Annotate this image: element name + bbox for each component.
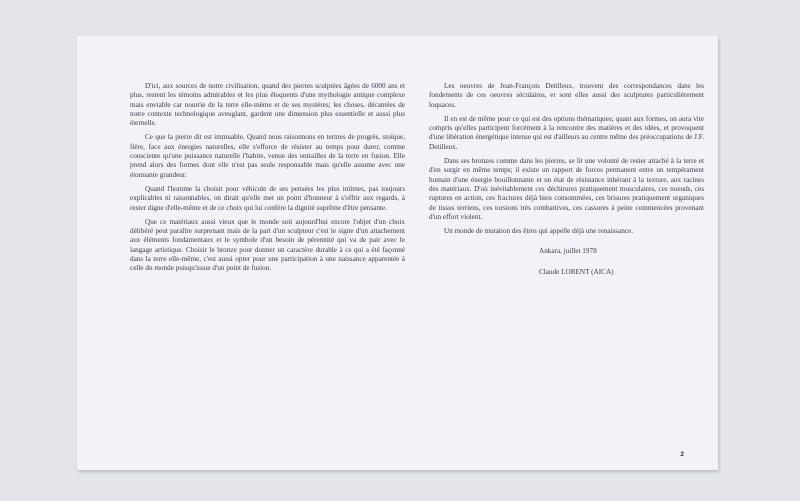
document-page (77, 36, 718, 470)
paragraph: Ce que la pierre dit est immuable. Quand nous raisonnons en termes de progrès, stoïque, fière, face aux énergies naturelles, elle s'efforce de résister au temps pour durer, comme consciente qu'une puissance naturelle l'habite, venue des entrailles de la terre en fusion. Elle prend alors des formes dont elle n'est pas seule responsable mais qu'elle assume avec une étonnante grandeur. (130, 133, 405, 179)
paragraph: Un monde de mutation des êtres qui appelle déjà une renaissance. (444, 227, 634, 236)
paragraph: Dans ses bronzes comme dans les pierres, se lit une volonté de rester attaché à la terre et d'en surgir en même temps; il existe un rapport de forces permanent entre un tempérament humain d'une énergie bouillonnante et un état de résistance inhérant à la texture, aux racines des matériaux. D'où inévitablement ces déchirures pratiquement musculaires, ces noeuds, ces ruptures en action, ces fractures déjà bien consommées, ces brisures pratiquement organiques de tissus terriens, ces torsions très combattives, ces cassures à peine commencées provenant d'un effort violent. (429, 157, 704, 221)
place-date: Ankara, juillet 1978 (539, 247, 597, 256)
paragraph: Que ce matériaux aussi vieux que le monde soit aujourd'hui encore l'objet d'un choix délibéré peut paraître surprenant mais de la part d'un sculpteur c'est le signe d'un attachement aux éléments fondamentaux et le symbole d'un besoin de pérennité qui va de pair avec le langage artistique. Choisir le bronze pour donner un caractère durable à ce qui a été façonné dans la terre elle-même, c'est aussi opter pour une participation à une naissance apparentée à celle du monde puisqu'issue d'un point de fusion. (130, 217, 405, 273)
paragraph: Il en est de même pour ce qui est des options thématiques; quant aux formes, on aura vite compris qu'elles participent forcément à la rencontre des matières et des idées, et provoquent d'une libération énergétique intense qui est d'ailleurs au centre même des préoccupations de J.F. Detilleux. (429, 114, 704, 151)
page-number: 2 (680, 451, 684, 458)
author-signature: Claude LORENT (AICA) (539, 267, 614, 276)
left-column (130, 82, 405, 279)
paragraph: Les oeuvres de Jean-François Detilleux, trouvent des correspondances dans les fondements de ces oeuvres séculaires, et sont elles aussi des sculptures particulièrement loquaces. (429, 82, 704, 109)
paragraph: D'ici, aux sources de notre civilisation, quand des pierres sculptées âgées de 6000 ans et plus, restent les témoins admirables et les plus éloquents d'une mythologie antique complexe mais enviable car nourrie de la terre elle-même et de ses mystères; les choses, décantées de notre contexte technologique aveuglant, gardent une dimension plus essentielle et aussi plus éternelle. (130, 82, 405, 128)
right-column (429, 82, 704, 282)
paragraph: Quand l'homme la choisit pour véhicule de ses pensées les plus intimes, pas toujours explicables ni raisonnables, on dirait qu'elle met un point d'honneur à s'offrir aux regards, à rester digne d'elle-même et de ce choix qui lui confère la dignité suprême d'être pensante. (130, 184, 405, 212)
